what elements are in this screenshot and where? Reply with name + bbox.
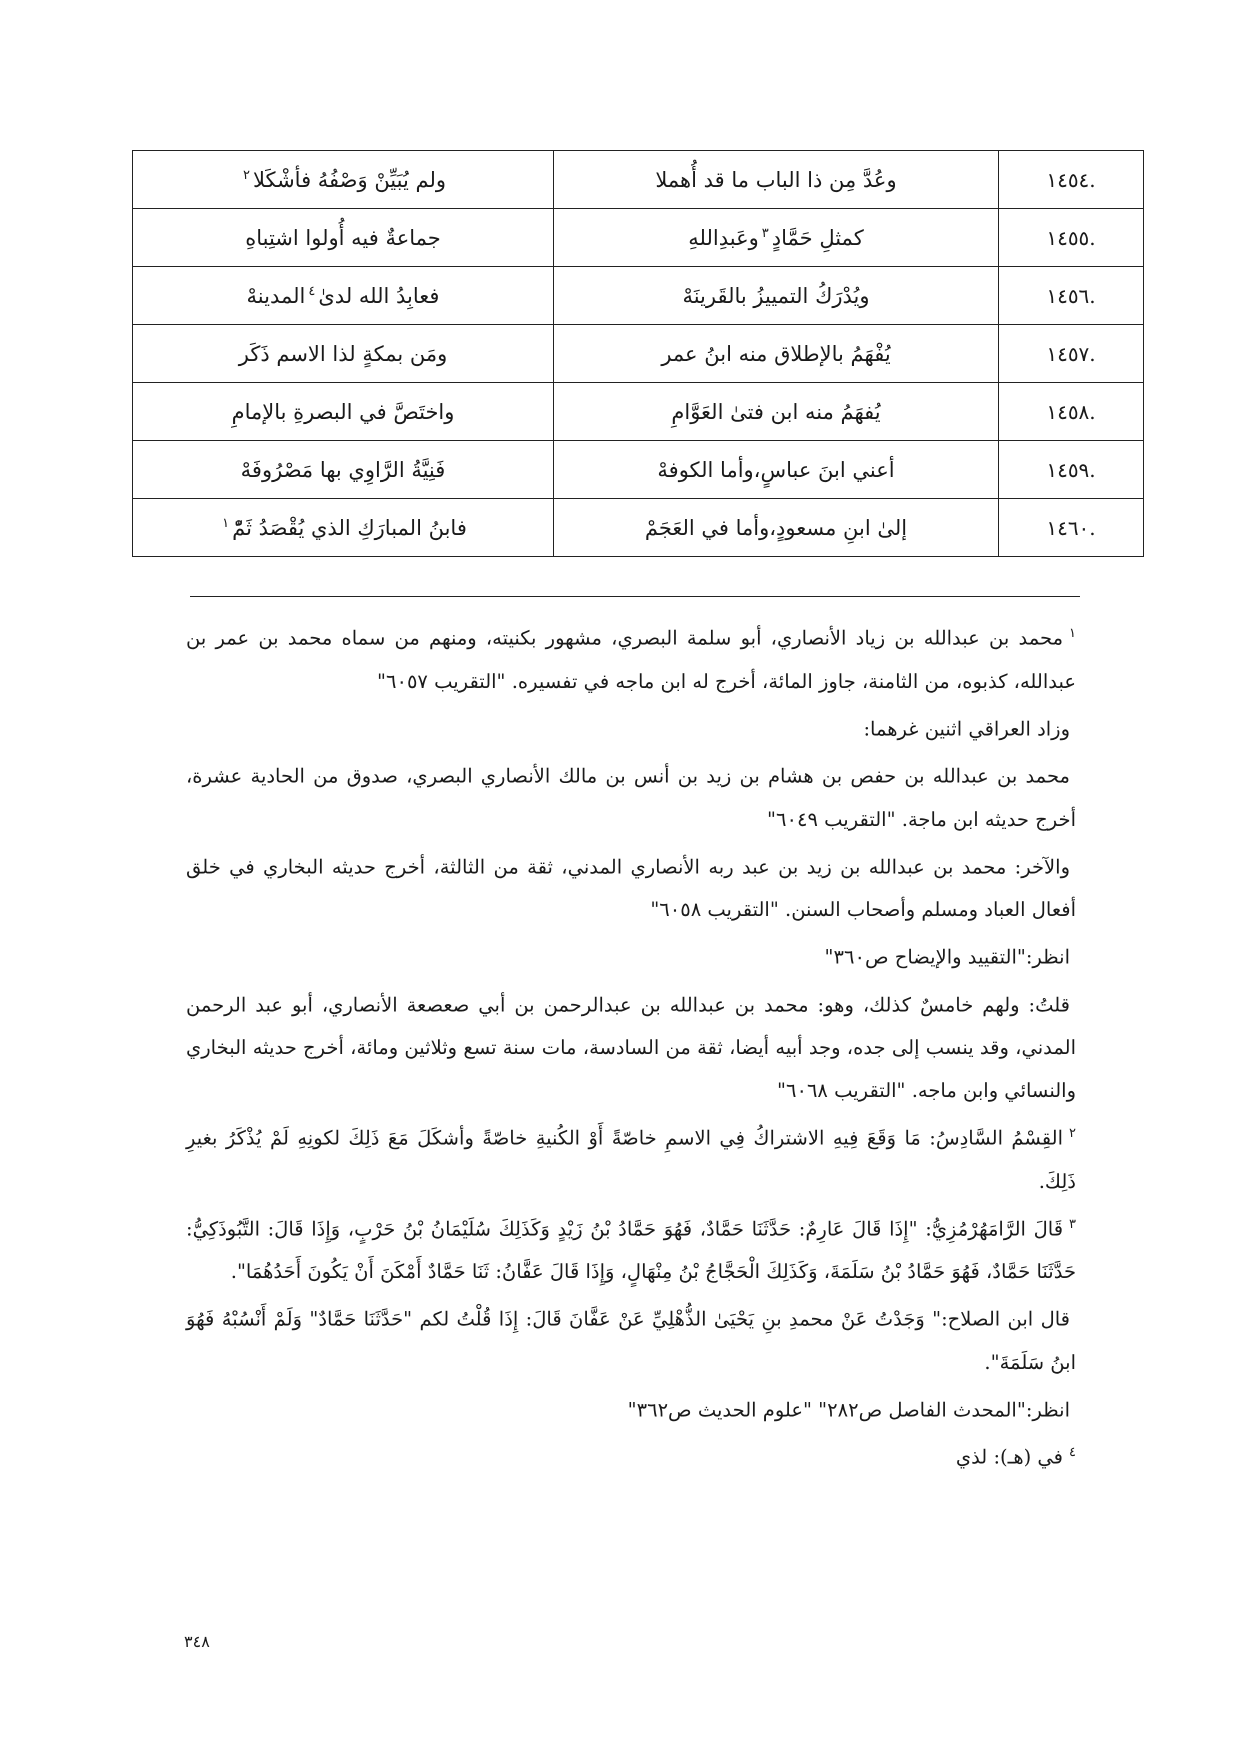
table-row [133,441,1144,499]
table-row [133,209,1144,267]
first-hemistich: ويُدْرَكُ التمييزُ بالقَرينَهْ [554,267,999,325]
footnote-mark: ٢ [1069,1126,1076,1141]
table-row [133,151,1144,209]
footnote-text: وزاد العراقي اثنين غرهما: [863,717,1070,740]
footnote-reference[interactable]: ٤ [308,283,316,299]
verse-number: .١٤٥٩ [999,441,1144,499]
verse-number: .١٤٥٤ [999,151,1144,209]
footnote-text: محمد بن عبدالله بن حفص بن هشام بن زيد بن أنس بن مالك الأنصاري البصري، صدوق من الحادية عشرة، أخرج حديثه ابن ماجة. "التقريب ٦٠٤٩" [186,764,1076,831]
footnote-text: محمد بن عبدالله بن زياد الأنصاري، أبو سلمة البصري، مشهور بكنيته، ومنهم من سماه محمد بن عمر بن عبدالله، كذبوه، من الثامنة، جاوز المائة، أخرج له ابن ماجه في تفسيره. "التقريب ٦٠٥٧" [186,626,1076,693]
footnote-text: انظر:"التقييد والإيضاح ص٣٦٠" [824,945,1070,969]
footnote [186,1112,1076,1203]
footnote [186,750,1076,841]
footnote-mark: ١ [1069,626,1076,641]
footnote-text: والآخر: محمد بن عبدالله بن زيد بن عبد ربه الأنصاري المدني، ثقة من الثالثة، أخرج حديثه البخاري في خلق أفعال العباد ومسلم وأصحاب السنن. "التقريب ٦٠٥٨" [186,855,1076,921]
footnote [186,703,1076,751]
footnote [186,612,1076,703]
footnote-text: قال ابن الصلاح:" وَجَدْتُ عَنْ محمدِ بنِ يَحْيَىٰ الذُّهْلِيِّ عَنْ عَفَّانَ قَالَ: إِذَا قُلْتُ لكم "حَدَّثَنَا حَمَّادٌ" وَلَمْ أَنْسُبْهُ فَهُوَ ابنُ سَلَمَةَ". [186,1307,1076,1374]
footnote [186,1203,1076,1294]
second-hemistich: ولم يُبَيِّنْ وَصْفُهُ فأشْكَلا$^٢$ [133,151,554,209]
table-row [133,383,1144,441]
verse-number: .١٤٦٠ [999,499,1144,557]
verse-table [132,150,1144,557]
table-row [133,267,1144,325]
footnotes [186,612,1076,1479]
verse-number: .١٤٥٦ [999,267,1144,325]
verse-number: .١٤٥٨ [999,383,1144,441]
first-hemistich: أعني ابنَ عباسٍ،وأما الكوفهْ [554,441,999,499]
footnote [186,1431,1076,1479]
footnote-reference[interactable]: ١ [222,515,230,531]
table-row [133,499,1144,557]
footnote [186,841,1076,932]
first-hemistich: كمثلِ حَمَّادٍ$^٣$وعَبدِاللهِ [554,209,999,267]
footnote-reference[interactable]: ٢ [242,167,250,183]
footnote-mark: ٤ [1069,1445,1076,1460]
table-row [133,325,1144,383]
footnote [186,931,1076,979]
second-hemistich: فابنُ المبارَكِ الذي يُقْصَدُ ثَمّْ$^١$ [133,499,554,557]
first-hemistich: وعُدَّ مِن ذا الباب ما قد أُهملا [554,151,999,209]
footnote-text: انظر:"المحدث الفاصل ص٢٨٢" "علوم الحديث ص٣٦٢" [627,1398,1070,1421]
footnote-separator [190,596,1080,597]
second-hemistich: واختَصَّ في البصرةِ بالإمامِ [133,383,554,441]
footnote-text: القِسْمُ السَّادِسُ: مَا وَقَعَ فِيهِ الاشتراكُ فِي الاسمِ خاصّةً أَوْ الكُنيةِ خاصّةً وأشكَلَ مَعَ ذَلِكَ لكونِهِ لَمْ يُذْكَرُ بغيرِ ذَلِكَ. [186,1126,1076,1193]
first-hemistich: يُفهَمُ منه ابن فتىٰ العَوَّامِ [554,383,999,441]
page-number: ٣٤٨ [184,1632,210,1651]
footnote [186,1293,1076,1384]
verse-number: .١٤٥٧ [999,325,1144,383]
second-hemistich: جماعةٌ فيه أُولوا اشتِباهِ [133,209,554,267]
first-hemistich: إلىٰ ابنِ مسعودٍ،وأما في العَجَمْ [554,499,999,557]
footnote-text: قَالَ الرَّامَهُرْمُزِيُّ: "إِذَا قَالَ عَارِمٌ: حَدَّثَنَا حَمَّادٌ، فَهُوَ حَمَّادُ بْنُ زَيْدٍ وَكَذَلِكَ سُلَيْمَانُ بْنُ حَرْبٍ، وَإِذَا قَالَ: التَّبُوذَكِيُّ: حَدَّثَنَا حَمَّادٌ، فَهُوَ حَمَّادُ بْنُ سَلَمَةَ، وَكَذَلِكَ الْحَجَّاجُ بْنُ مِنْهَالٍ، وَإِذَا قَالَ عَفَّانُ: ثَنَا حَمَّادٌ أَمْكَنَ أَنْ يَكُونَ أَحَدُهُمَا". [186,1217,1076,1283]
first-hemistich: يُفْهَمُ بالإطلاق منه ابنُ عمر [554,325,999,383]
footnote [186,979,1076,1113]
footnote-text: قلتُ: ولهم خامسٌ كذلك، وهو: محمد بن عبدالله بن عبدالرحمن بن أبي صعصعة الأنصاري، أبو عبد الرحمن المدني، وقد ينسب إلى جده، وجد أبيه أيضا، ثقة من السادسة، مات سنة تسع وثلاثين ومائة، أخرج حديثه البخاري والنسائي وابن ماجه. "التقريب ٦٠٦٨" [186,993,1076,1102]
footnote-text: في (هـ): لذي [955,1445,1064,1469]
footnote-mark: ٣ [1069,1216,1076,1232]
verse-number: .١٤٥٥ [999,209,1144,267]
second-hemistich: ومَن بمكةٍ لذا الاسم ذَكَر [133,325,554,383]
footnote-reference[interactable]: ٣ [761,225,769,241]
second-hemistich: فَنِيَّةُ الرَّاوِي بها مَصْرُوفَهْ [133,441,554,499]
footnote [186,1384,1076,1432]
second-hemistich: فعابِدُ الله لدىٰ$^٤$المدينهْ [133,267,554,325]
